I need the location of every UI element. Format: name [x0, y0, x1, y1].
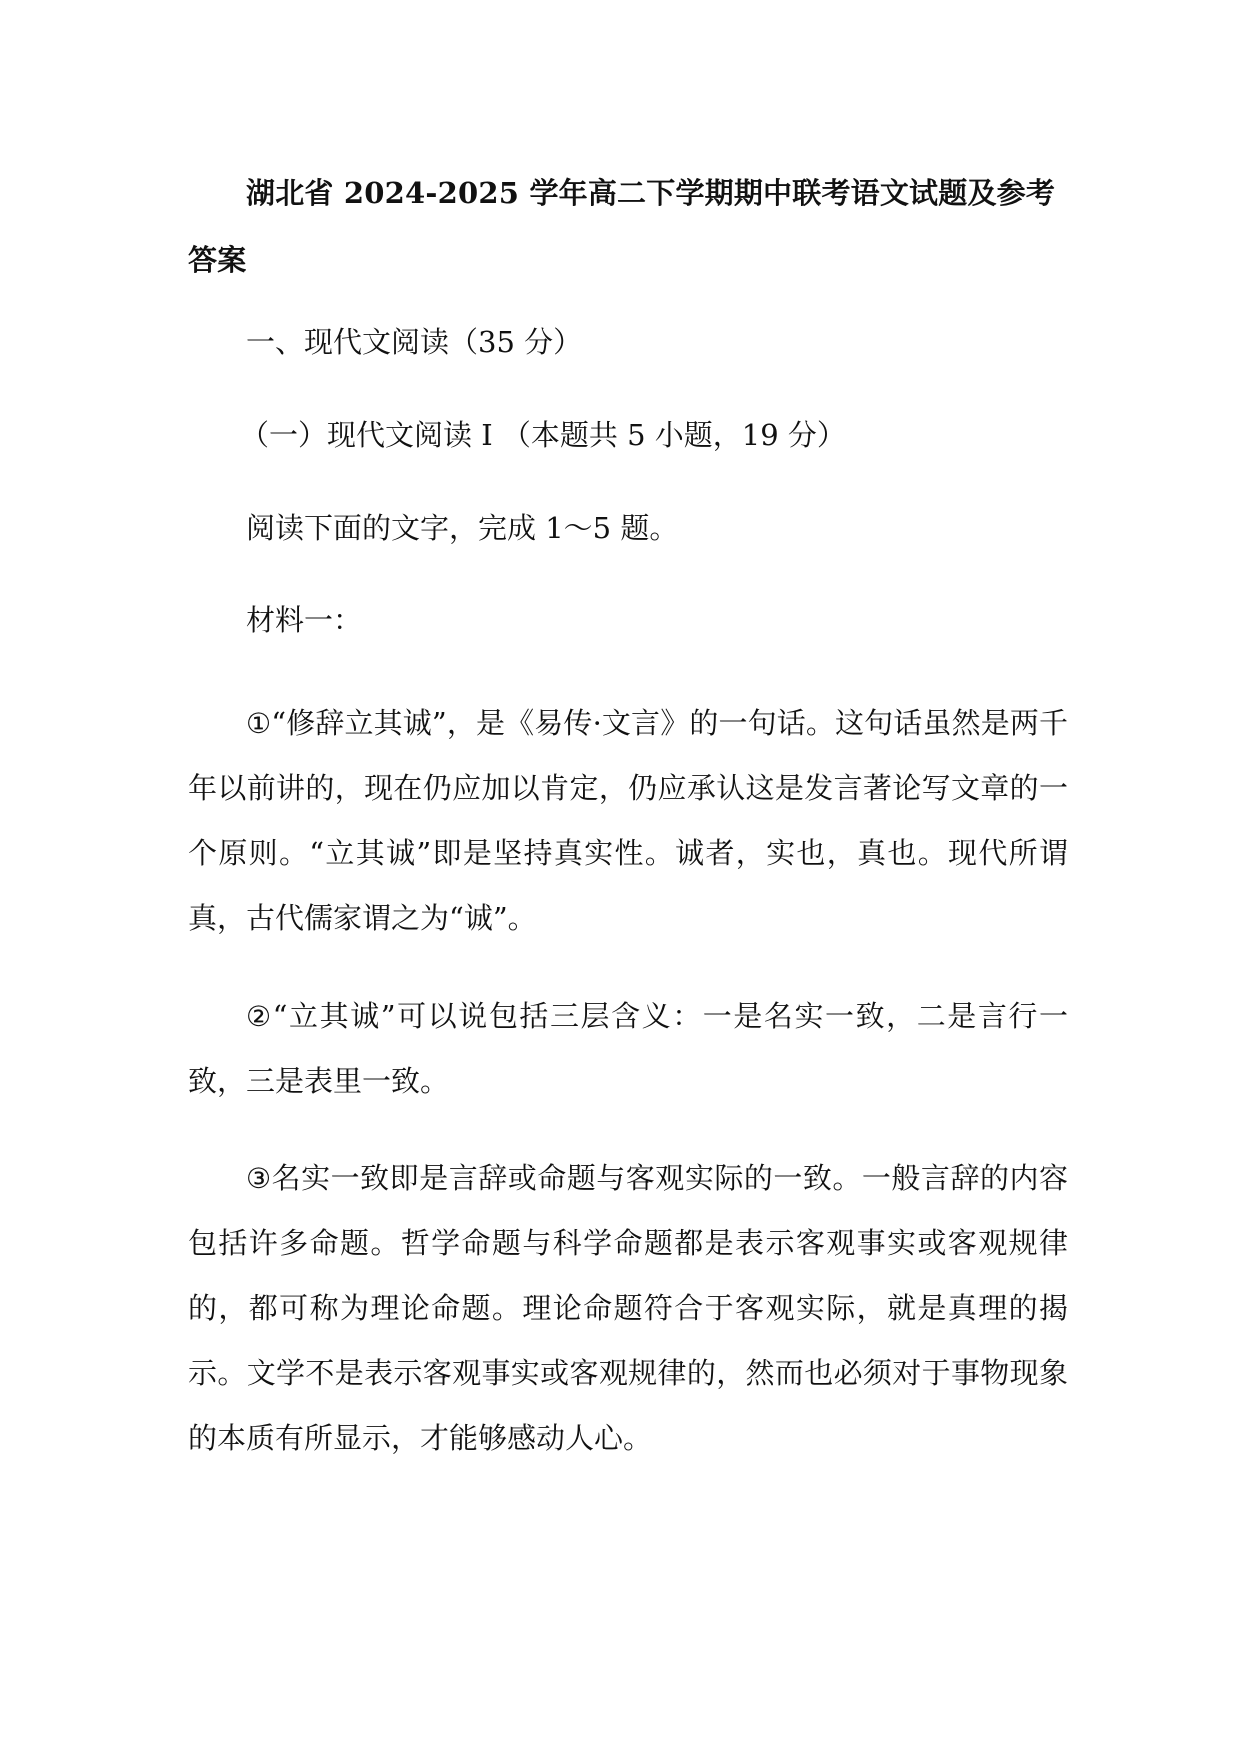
document-title: 湖北省 2024-2025 学年高二下学期期中联考语文试题及参考答案	[188, 176, 1056, 277]
paragraph-number-marker: ②	[246, 1000, 273, 1033]
subsection-heading: （一）现代文阅读 I （本题共 5 小题，19 分）	[240, 418, 846, 452]
paragraph-text: “立其诚”可以说包括三层含义：一是名实一致，二是言行一致，三是表里一致。	[188, 999, 1068, 1098]
section-heading: 一、现代文阅读（35 分）	[246, 325, 583, 359]
paragraph-text: 名实一致即是言辞或命题与客观实际的一致。一般言辞的内容包括许多命题。哲学命题与科学命题都是表示客观事实或客观规律的，都可称为理论命题。理论命题符合于客观实际，就是真理的揭示。文学不是表示客观事实或客观规律的，然而也必须对于事物现象的本质有所显示，才能够感动人心。	[188, 1161, 1068, 1455]
paragraph-number-marker: ③	[246, 1162, 272, 1195]
material-label: 材料一：	[246, 603, 363, 637]
paragraph-text: “修辞立其诚”，是《易传·文言》的一句话。这句话虽然是两千年以前讲的，现在仍应加以肯定，仍应承认这是发言著论写文章的一个原则。“立其诚”即是坚持真实性。诚者，实也，真也。现代所谓真，古代儒家谓之为“诚”。	[188, 706, 1068, 935]
paragraph-number-marker: ①	[246, 707, 272, 740]
paragraph-2	[188, 984, 1068, 1114]
paragraph-1	[188, 691, 1068, 951]
paragraph-3	[188, 1146, 1068, 1471]
reading-instruction: 阅读下面的文字，完成 1～5 题。	[246, 511, 679, 545]
